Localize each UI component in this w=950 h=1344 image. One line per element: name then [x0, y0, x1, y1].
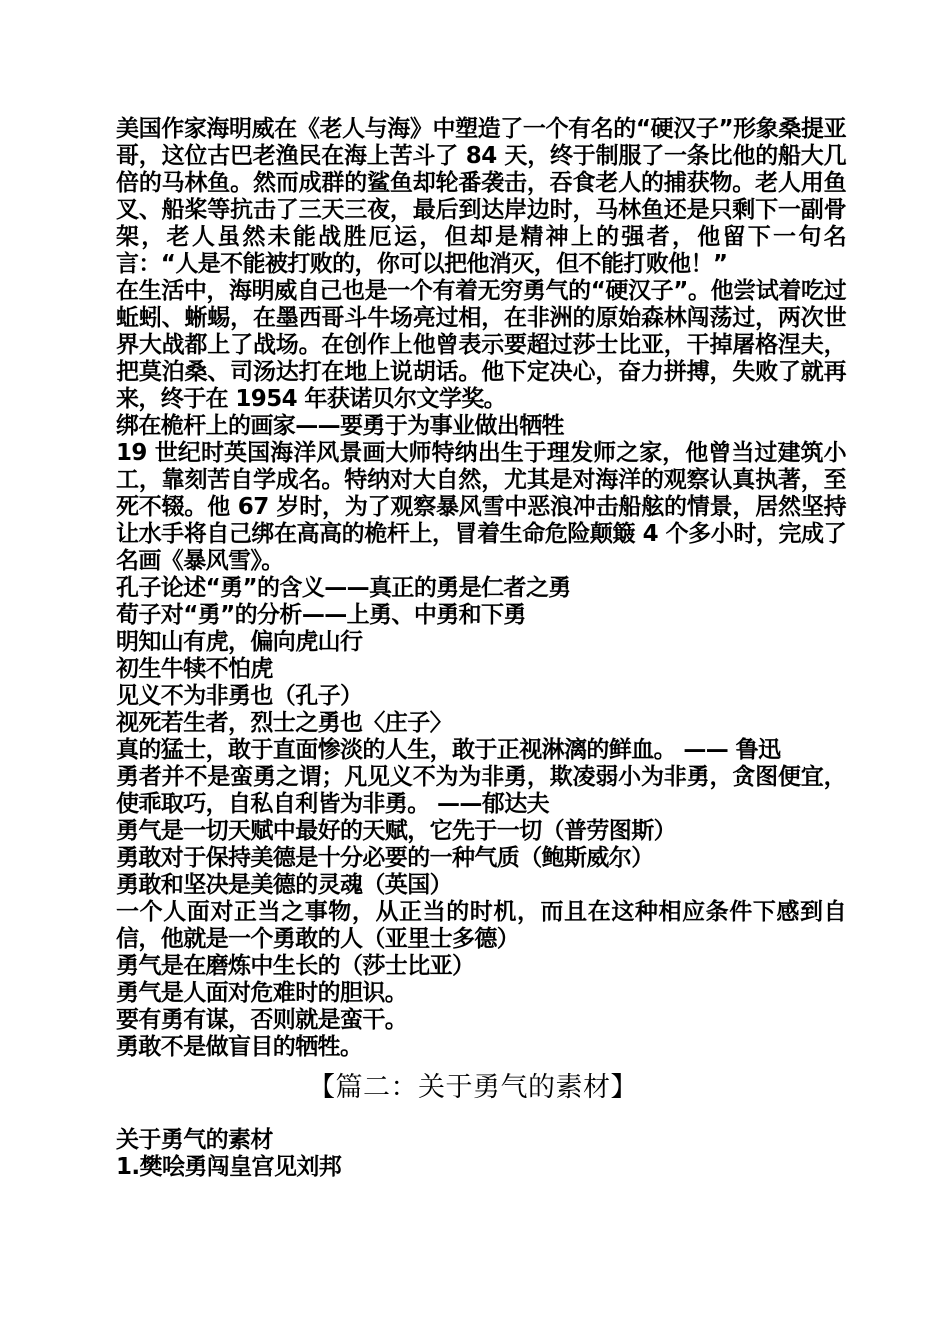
paragraph-hemingway-old-man: 美国作家海明威在《老人与海》中塑造了一个有名的“硬汉子”形象桑提亚哥，这位古巴老渔民在海上苦斗了 84 天，终于制服了一条比他的船大几倍的马林鱼。然而成群的鲨鱼却轮番袭击，吞食老人的捕获物。老人用鱼叉、船桨等抗击了三天三夜，最后到达岸边时，马林鱼还是只剩下一副骨架，老人虽然未能战胜厄运，但却是精神上的强者，他留下一句名言：“人是不能被打败的，你可以把他消灭，但不能打败他！” — [116, 116, 846, 277]
document-body — [116, 116, 846, 1181]
quote-line: 勇敢对于保持美德是十分必要的一种气质（鲍斯威尔） — [116, 845, 654, 871]
paragraph-yudafu: 勇者并不是蛮勇之谓；凡见义不为为非勇，欺凌弱小为非勇，贪图便宜，使乖取巧，自私自利皆为非勇。 ——郁达夫 — [116, 764, 846, 817]
paragraph-aristotle: 一个人面对正当之事物，从正当的时机，而且在这种相应条件下感到自信，他就是一个勇敢的人（亚里士多德） — [116, 899, 846, 952]
section-subtitle: 关于勇气的素材 — [116, 1127, 273, 1153]
quote-line: 真的猛士，敢于直面惨淡的人生，敢于正视淋漓的鲜血。 —— 鲁迅 — [116, 737, 781, 763]
quote-line: 勇气是人面对危难时的胆识。 — [116, 980, 408, 1006]
quote-line: 视死若生者，烈士之勇也〈庄子〉 — [116, 710, 453, 736]
quote-line: 勇敢和坚决是美德的灵魂（英国） — [116, 872, 453, 898]
paragraph-turner: 19 世纪时英国海洋风景画大师特纳出生于理发师之家，他曾当过建筑小工，靠刻苦自学成名。特纳对大自然，尤其是对海洋的观察认真执著，至死不辍。他 67 岁时，为了观察暴风雪中恶浪冲击船舷的情景，居然坚持让水手将自己绑在高高的桅杆上，冒着生命危险颠簸 4 个多小时，完成了名画《暴风雪》。 — [116, 440, 846, 574]
section-item: 1.樊哙勇闯皇宫见刘邦 — [116, 1154, 342, 1180]
section-heading: 【篇二：关于勇气的素材】 — [308, 1072, 638, 1103]
paragraph-hemingway-life: 在生活中，海明威自己也是一个有着无穷勇气的“硬汉子”。他尝试着吃过蚯蚓、蜥蜴，在墨西哥斗牛场亮过相，在非洲的原始森林闯荡过，两次世界大战都上了战场。在创作上他曾表示要超过莎士比亚，干掉屠格涅夫，把莫泊桑、司汤达打在地上说胡话。他下定决心，奋力拼搏，失败了就再来，终于在 1954 年获诺贝尔文学奖。 — [116, 278, 846, 412]
quote-line: 明知山有虎，偏向虎山行 — [116, 629, 363, 655]
subtitle-painter: 绑在桅杆上的画家——要勇于为事业做出牺牲 — [116, 413, 565, 439]
quote-line: 荀子对“勇”的分析——上勇、中勇和下勇 — [116, 602, 526, 628]
quote-line: 初生牛犊不怕虎 — [116, 656, 273, 682]
quote-line: 勇气是一切天赋中最好的天赋，它先于一切（普劳图斯） — [116, 818, 677, 844]
quote-line: 孔子论述“勇”的含义——真正的勇是仁者之勇 — [116, 575, 571, 601]
quote-line: 勇敢不是做盲目的牺牲。 — [116, 1034, 363, 1060]
quote-line: 见义不为非勇也（孔子） — [116, 683, 363, 709]
quote-line: 要有勇有谋，否则就是蛮干。 — [116, 1007, 408, 1033]
quote-line: 勇气是在磨炼中生长的（莎士比亚） — [116, 953, 475, 979]
